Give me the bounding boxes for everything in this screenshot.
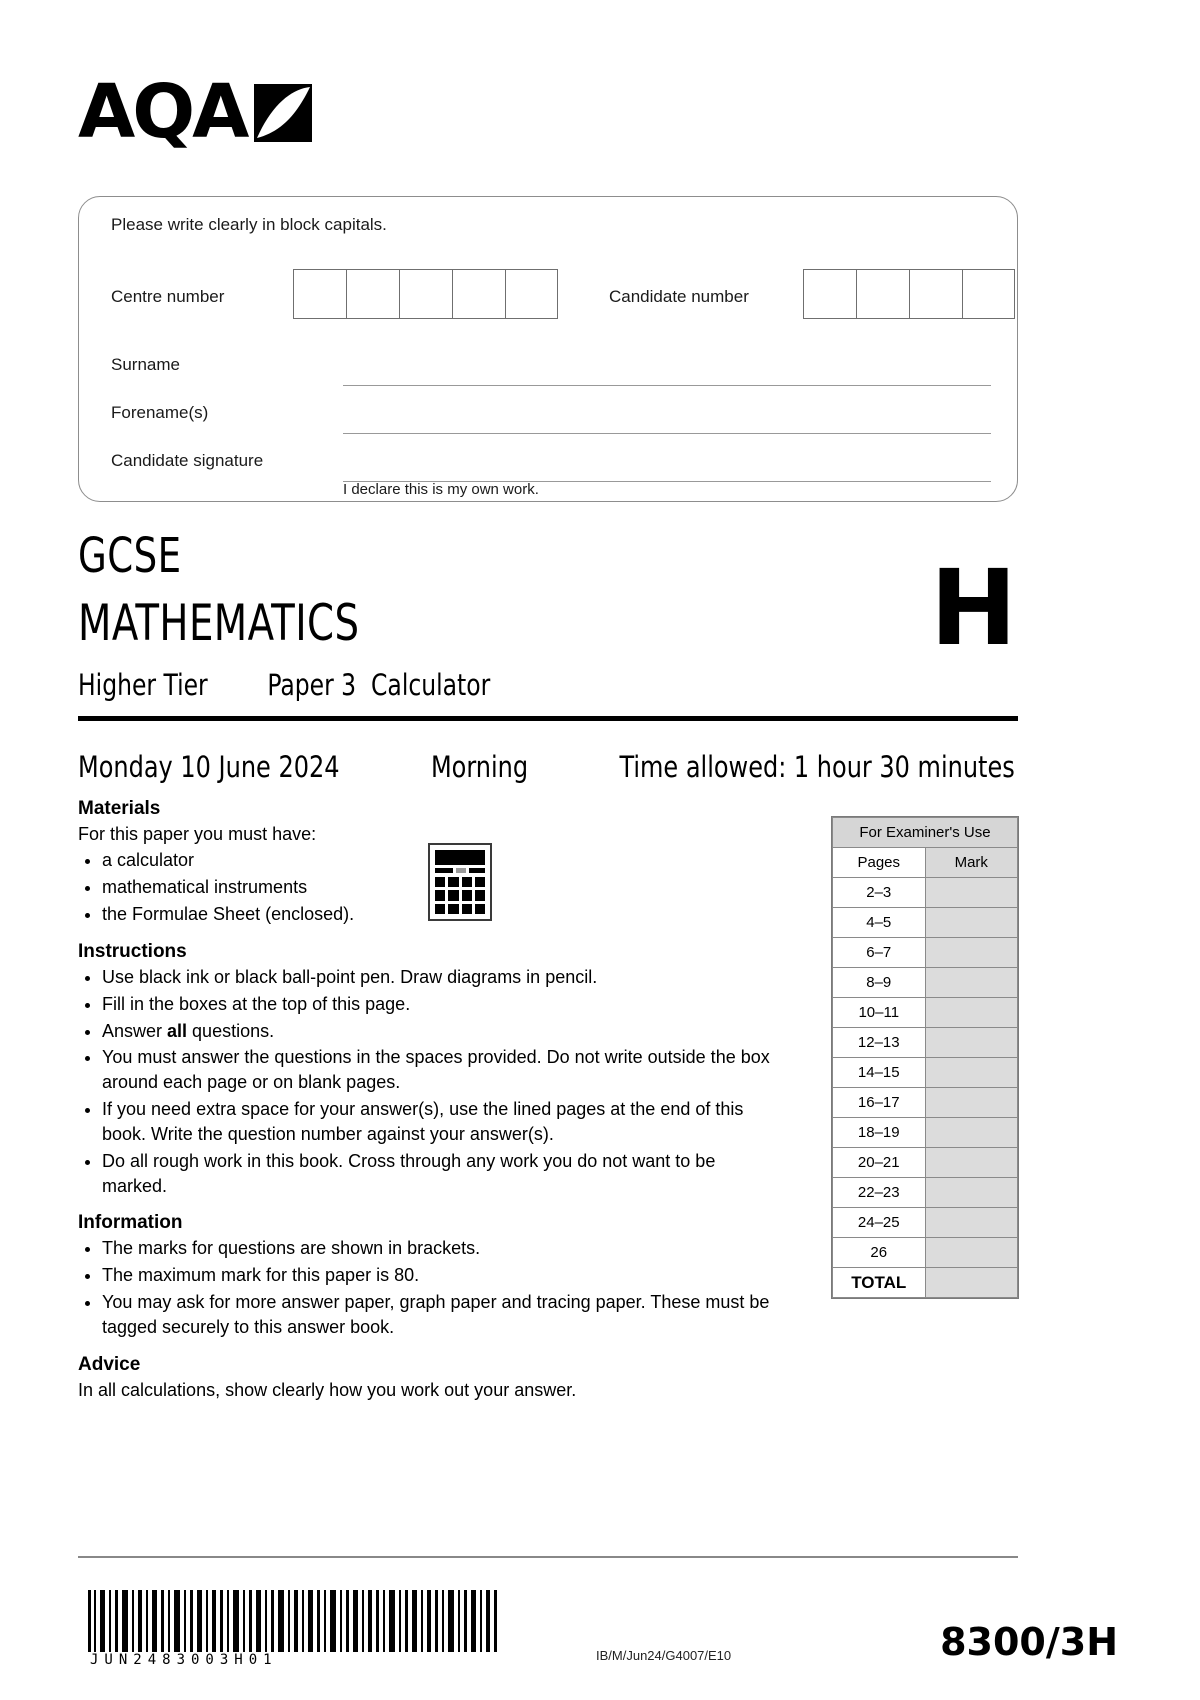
table-row xyxy=(833,998,1018,1028)
table-row xyxy=(833,938,1018,968)
candidate-number-cell[interactable] xyxy=(962,269,1015,319)
list-item: • a calculator xyxy=(102,848,778,873)
mark-cell[interactable] xyxy=(925,1088,1018,1118)
table-row xyxy=(833,878,1018,908)
centre-number-cell[interactable] xyxy=(293,269,346,319)
centre-number-cell[interactable] xyxy=(452,269,505,319)
pages-cell: 16–17 xyxy=(833,1088,926,1118)
tier-paper-line: Higher Tier Paper 3 Calculator xyxy=(78,668,491,702)
table-row xyxy=(833,968,1018,998)
number-row xyxy=(111,269,1011,325)
barcode-digits: JUN2483003H01 xyxy=(90,1652,278,1668)
calculator-display xyxy=(435,850,485,865)
total-label: TOTAL xyxy=(833,1268,926,1298)
list-item: • The marks for questions are shown in brackets. xyxy=(102,1236,778,1261)
pages-cell: 2–3 xyxy=(833,878,926,908)
list-item: • Do all rough work in this book. Cross through any work you do not want to be marked. xyxy=(102,1149,778,1199)
aqa-logo xyxy=(78,69,314,155)
total-mark-cell[interactable] xyxy=(925,1268,1018,1298)
table-row xyxy=(833,1238,1018,1268)
list-item: • the Formulae Sheet (enclosed). xyxy=(102,902,778,927)
surname-row xyxy=(111,347,991,395)
paper-code: 8300/3H xyxy=(940,1620,1118,1664)
mark-cell[interactable] xyxy=(925,878,1018,908)
table-row xyxy=(833,1088,1018,1118)
advice-heading: Advice xyxy=(78,1353,141,1375)
pages-cell: 18–19 xyxy=(833,1118,926,1148)
pages-cell: 24–25 xyxy=(833,1208,926,1238)
forename-row xyxy=(111,395,991,443)
document-reference: IB/M/Jun24/G4007/E10 xyxy=(596,1648,732,1663)
forename-label: Forename(s) xyxy=(111,403,209,422)
table-row xyxy=(833,1148,1018,1178)
mark-cell[interactable] xyxy=(925,1178,1018,1208)
title-divider xyxy=(78,716,1018,721)
mark-cell[interactable] xyxy=(925,1238,1018,1268)
list-item: • Use black ink or black ball-point pen. Draw diagrams in pencil. xyxy=(102,965,778,990)
pages-cell: 6–7 xyxy=(833,938,926,968)
centre-number-input[interactable] xyxy=(293,269,558,319)
mark-cell[interactable] xyxy=(925,908,1018,938)
mark-cell[interactable] xyxy=(925,1118,1018,1148)
mark-cell[interactable] xyxy=(925,998,1018,1028)
table-row xyxy=(833,908,1018,938)
pages-cell: 10–11 xyxy=(833,998,926,1028)
table-row xyxy=(833,1208,1018,1238)
information-list xyxy=(78,1236,778,1339)
list-item: • If you need extra space for your answer(s), use the lined pages at the end of this book. Write the question number against your answer(s). xyxy=(102,1097,778,1147)
footer-divider xyxy=(78,1556,1018,1558)
examiner-table-title: For Examiner's Use xyxy=(833,818,1018,848)
forename-field[interactable] xyxy=(343,433,991,434)
surname-field[interactable] xyxy=(343,385,991,386)
signature-label: Candidate signature xyxy=(111,451,264,470)
pages-cell: 26 xyxy=(833,1238,926,1268)
table-row xyxy=(833,1178,1018,1208)
table-row xyxy=(833,1118,1018,1148)
column-header-pages: Pages xyxy=(833,848,926,878)
centre-number-cell[interactable] xyxy=(346,269,399,319)
centre-number-cell[interactable] xyxy=(399,269,452,319)
candidate-number-cell[interactable] xyxy=(856,269,909,319)
mark-cell[interactable] xyxy=(925,1208,1018,1238)
centre-number-cell[interactable] xyxy=(505,269,558,319)
mark-cell[interactable] xyxy=(925,1058,1018,1088)
candidate-number-cell[interactable] xyxy=(803,269,856,319)
answer-all-text: Answer all questions. xyxy=(102,1020,275,1041)
pages-cell: 4–5 xyxy=(833,908,926,938)
aqa-logo-text: AQA xyxy=(78,69,247,155)
examiner-use-table xyxy=(831,816,1019,1299)
centre-number-label: Centre number xyxy=(111,287,225,306)
mark-cell[interactable] xyxy=(925,1028,1018,1058)
pages-cell: 22–23 xyxy=(833,1178,926,1208)
instructions-heading: Instructions xyxy=(78,940,187,962)
table-row-total xyxy=(833,1268,1018,1298)
candidate-number-cell[interactable] xyxy=(909,269,962,319)
leaf-mark-icon xyxy=(252,82,314,149)
examiner-table-body xyxy=(833,818,1018,1298)
qualification-title: GCSE xyxy=(78,528,182,584)
materials-intro: For this paper you must have: xyxy=(78,824,317,844)
surname-label: Surname xyxy=(111,355,180,374)
list-item: • Fill in the boxes at the top of this page. xyxy=(102,992,778,1017)
table-row xyxy=(833,1058,1018,1088)
materials-heading: Materials xyxy=(78,798,161,819)
block-capitals-instruction: Please write clearly in block capitals. xyxy=(111,215,387,234)
subject-title: MATHEMATICS xyxy=(78,594,360,652)
calculator-topbar xyxy=(435,868,485,873)
pages-cell: 12–13 xyxy=(833,1028,926,1058)
list-item: • You may ask for more answer paper, graph paper and tracing paper. These must be tagged securely to this answer book. xyxy=(102,1290,778,1340)
barcode xyxy=(84,1590,504,1652)
list-item: • mathematical instruments xyxy=(102,875,778,900)
pages-cell: 14–15 xyxy=(833,1058,926,1088)
list-item: • You must answer the questions in the spaces provided. Do not write outside the box around each page or on blank pages. xyxy=(102,1045,778,1095)
candidate-number-input[interactable] xyxy=(803,269,1015,319)
candidate-number-label: Candidate number xyxy=(609,287,749,306)
mark-cell[interactable] xyxy=(925,1148,1018,1178)
pages-cell: 20–21 xyxy=(833,1148,926,1178)
list-item xyxy=(102,1019,778,1044)
mark-cell[interactable] xyxy=(925,938,1018,968)
table-row xyxy=(833,1028,1018,1058)
exam-datetime-line: Monday 10 June 2024 Morning Time allowed: 1 hour 30 minutes xyxy=(78,750,1015,784)
candidate-details-box xyxy=(78,196,1018,502)
signature-row xyxy=(111,443,991,491)
calculator-keys xyxy=(435,877,485,914)
list-item: • The maximum mark for this paper is 80. xyxy=(102,1263,778,1288)
tier-badge: H xyxy=(930,547,1018,669)
declaration-text: I declare this is my own work. xyxy=(343,481,539,498)
advice-text: In all calculations, show clearly how you work out your answer. xyxy=(78,1379,577,1400)
information-heading: Information xyxy=(78,1212,183,1234)
pages-cell: 8–9 xyxy=(833,968,926,998)
instructions-list xyxy=(78,965,778,1198)
mark-cell[interactable] xyxy=(925,968,1018,998)
calculator-icon xyxy=(428,843,492,921)
column-header-mark: Mark xyxy=(925,848,1018,878)
